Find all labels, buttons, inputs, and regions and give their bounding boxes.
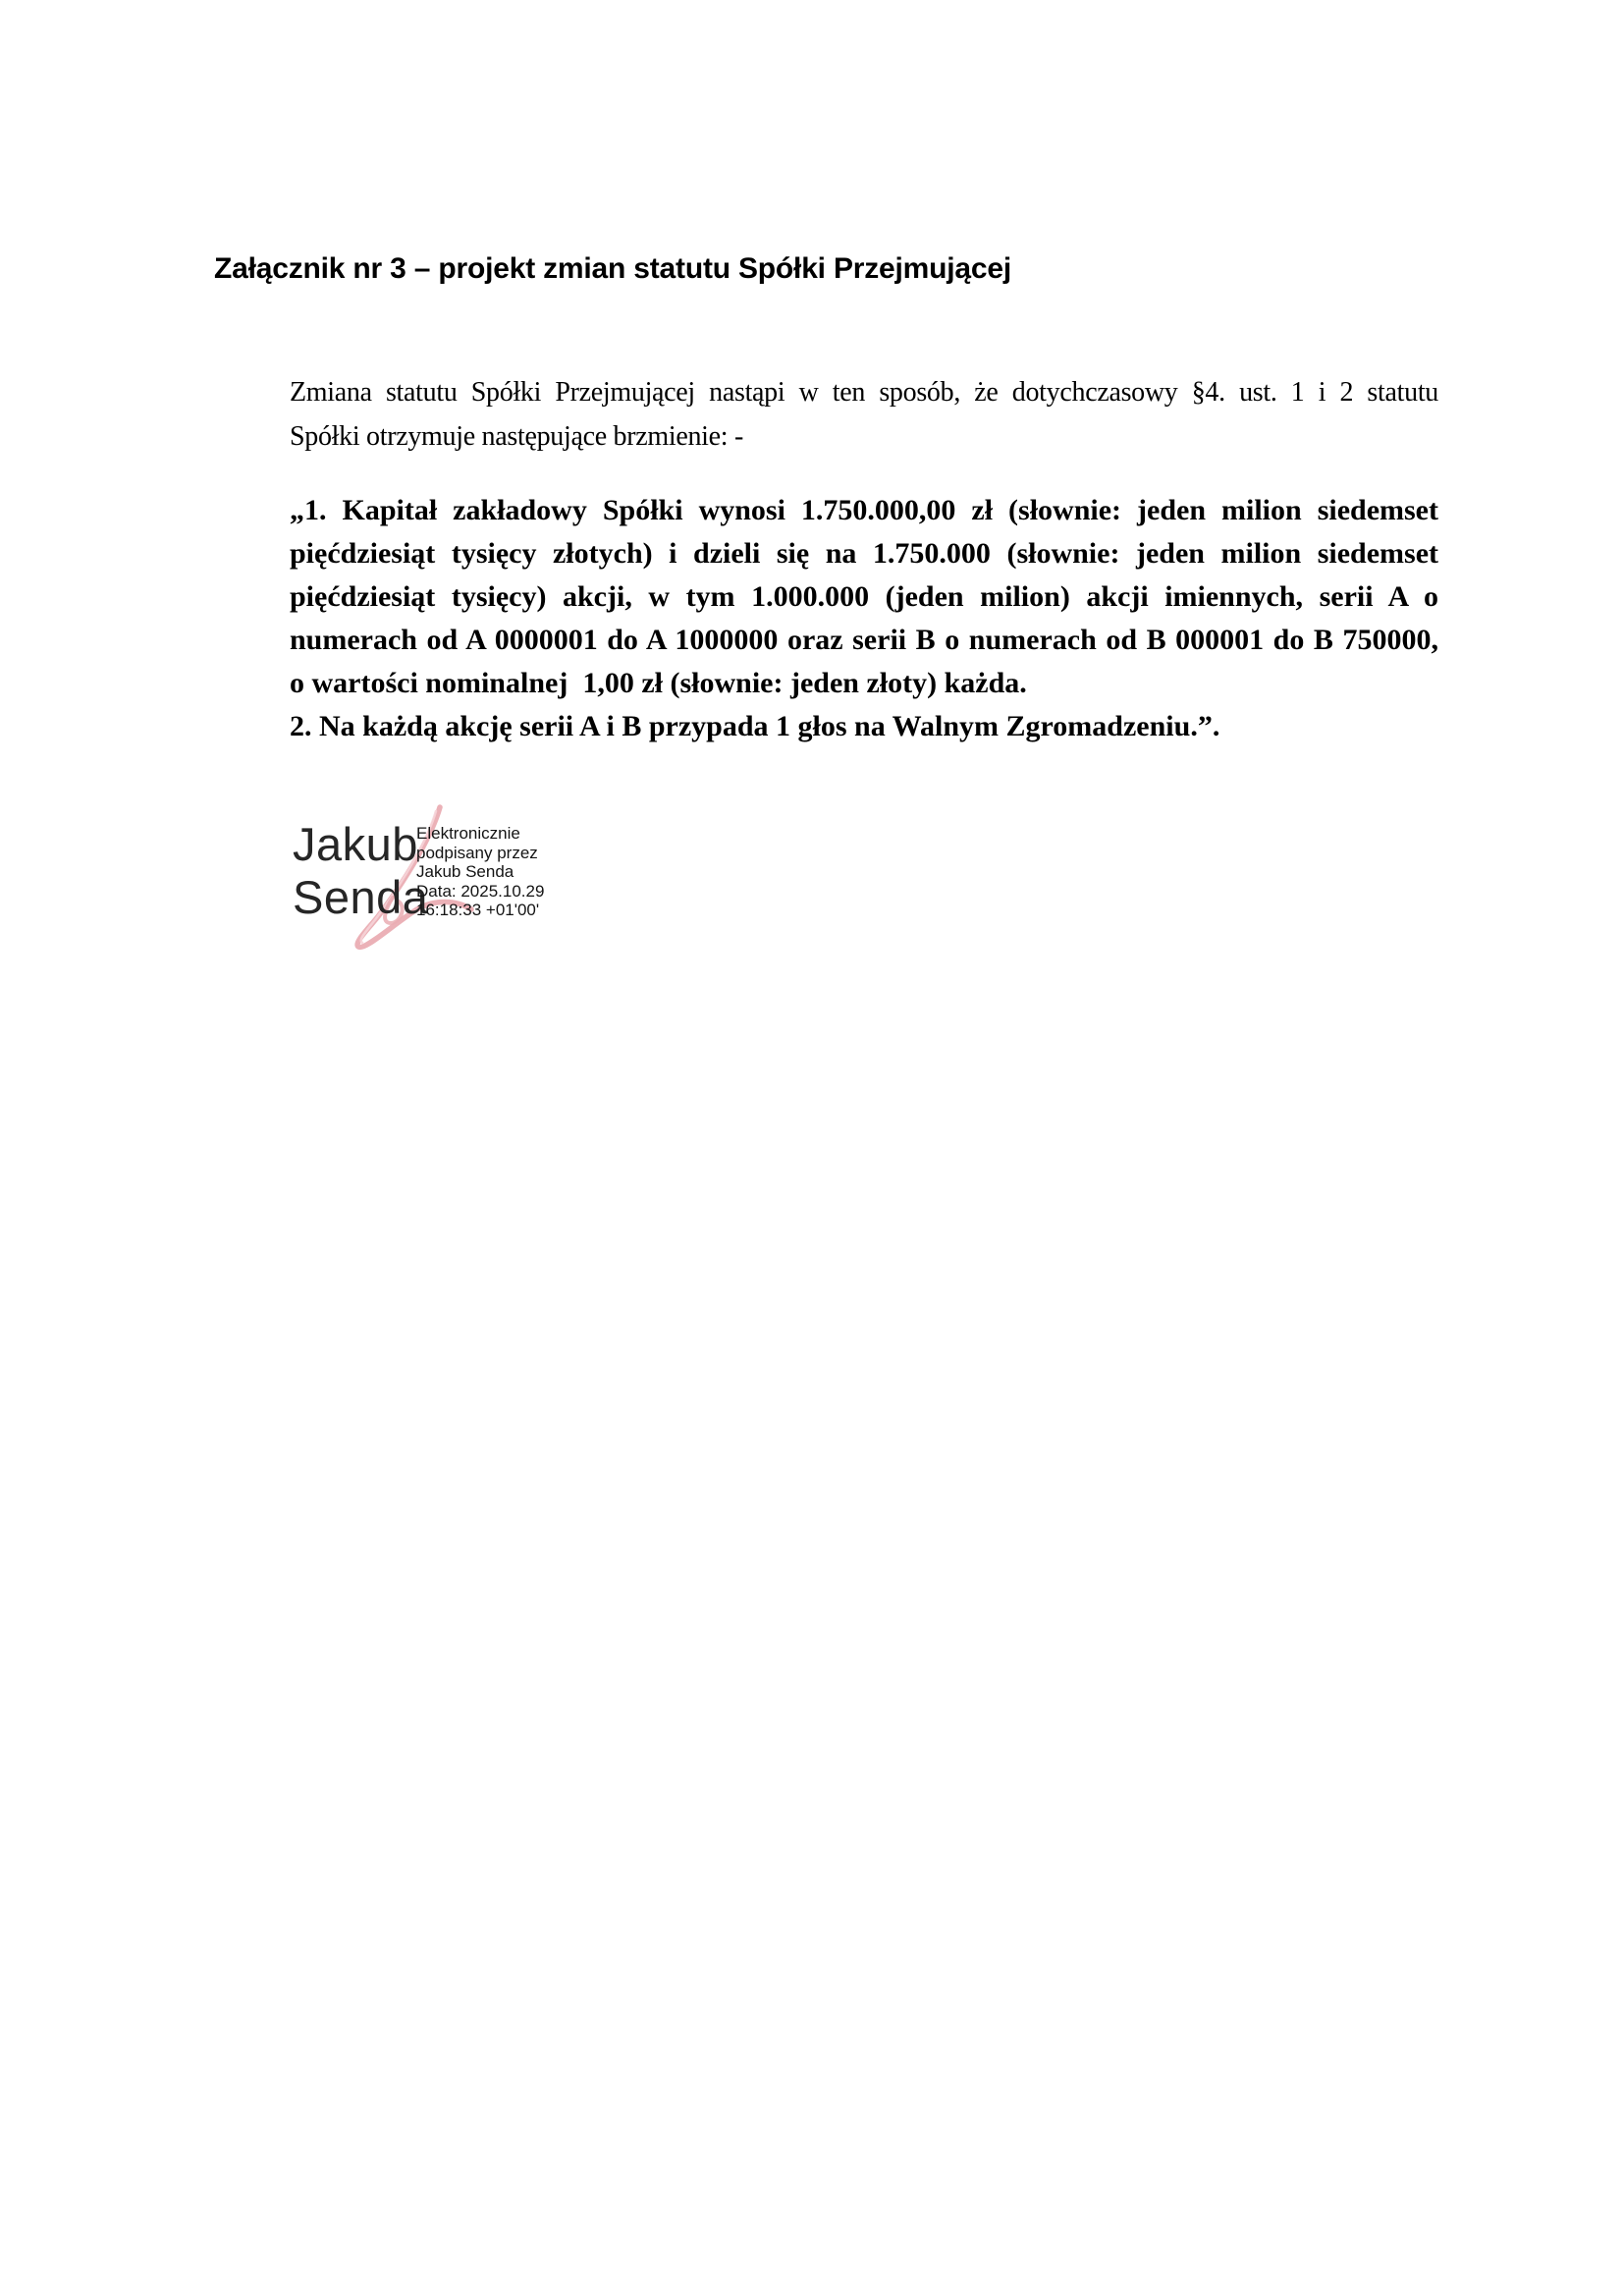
- intro-line: Zmiana statutu Spółki Przejmującej nastąpi w ten sposób, że dotychczasowy §4. ust. 1 i 2 statutu: [290, 377, 1438, 408]
- statute-line: pięćdziesiąt tysięcy złotych) i dzieli się na 1.750.000 (słownie: jeden milion siedemset: [290, 537, 1438, 570]
- signature-details-line: Data: 2025.10.29: [416, 881, 545, 901]
- signature-details: [416, 824, 544, 920]
- signature-details-line: 16:18:33 +01'00': [416, 901, 540, 919]
- statute-line: „1. Kapitał zakładowy Spółki wynosi 1.750.000,00 zł (słownie: jeden milion siedemset: [290, 494, 1438, 526]
- intro-line: Spółki otrzymuje następujące brzmienie: -: [290, 421, 743, 452]
- statute-line: numerach od A 0000001 do A 1000000 oraz serii B o numerach od B 000001 do B 750000,: [290, 624, 1438, 656]
- intro-paragraph: [290, 370, 1438, 459]
- signature-details-line: Jakub Senda: [416, 862, 514, 881]
- signature-name-line: Jakub: [293, 818, 418, 870]
- statute-paragraph: [290, 489, 1438, 748]
- signature-details-line: podpisany przez: [416, 843, 538, 862]
- statute-line: 2. Na każdą akcję serii A i B przypada 1 głos na Walnym Zgromadzeniu.”.: [290, 710, 1220, 742]
- signature-name: [293, 818, 428, 924]
- signature-details-line: Elektronicznie: [416, 824, 520, 843]
- statute-line: o wartości nominalnej 1,00 zł (słownie: jeden złoty) każda.: [290, 667, 1027, 699]
- page-title: Załącznik nr 3 – projekt zmian statutu Spółki Przejmującej: [214, 252, 1011, 285]
- statute-line: pięćdziesiąt tysięcy) akcji, w tym 1.000.000 (jeden milion) akcji imiennych, serii A o: [290, 580, 1438, 613]
- signature-name-line: Senda: [293, 871, 429, 923]
- signature-block: [285, 800, 697, 967]
